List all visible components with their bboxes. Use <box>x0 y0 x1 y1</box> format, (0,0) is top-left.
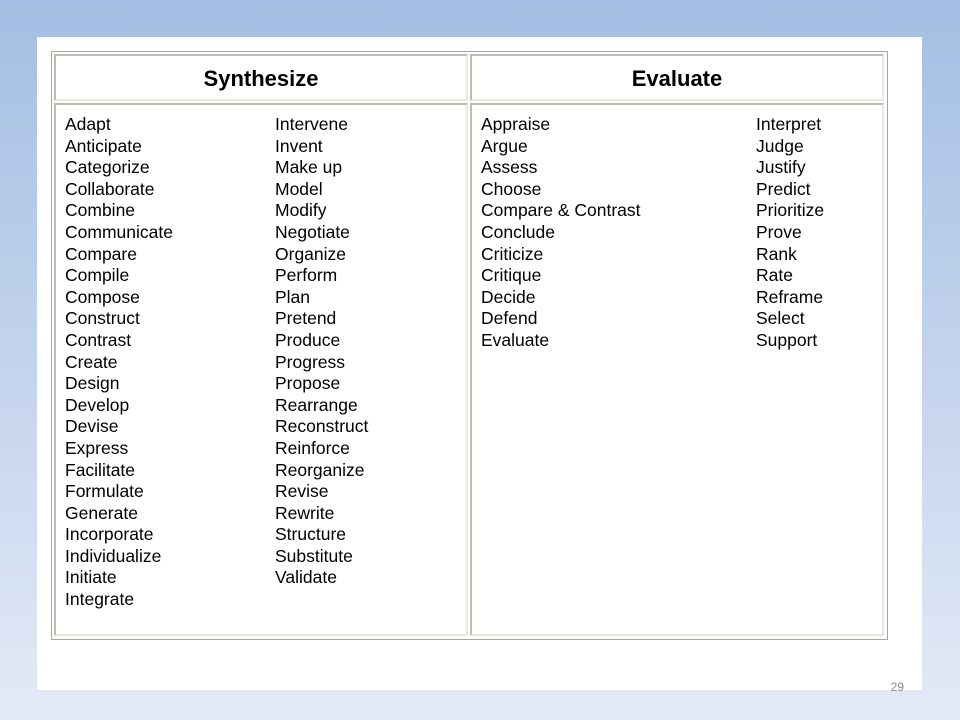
verb-item: Construct <box>65 308 140 329</box>
verb-item: Create <box>65 351 118 372</box>
verb-item: Integrate <box>65 589 135 610</box>
verb-item: Prioritize <box>756 200 825 221</box>
verb-item: Select <box>756 308 805 329</box>
verb-item: Categorize <box>65 157 150 178</box>
verb-item: Individualize <box>65 545 162 566</box>
verb-item: Decide <box>481 286 536 307</box>
verb-item: Express <box>65 437 129 458</box>
verb-item: Model <box>275 178 323 199</box>
evaluate-header: Evaluate <box>631 66 723 91</box>
verbs-table <box>51 51 888 640</box>
verb-item: Appraise <box>481 114 551 134</box>
verb-item: Criticize <box>481 243 544 264</box>
verb-item: Rewrite <box>275 502 335 523</box>
verb-item: Rearrange <box>275 394 358 415</box>
evaluate-body-cell <box>470 103 884 636</box>
verb-item: Combine <box>65 200 136 221</box>
verb-item: Rank <box>756 243 797 264</box>
synthesize-list-2 <box>275 114 368 589</box>
verb-item: Communicate <box>65 221 173 242</box>
verb-item: Interpret <box>756 114 822 134</box>
verb-item: Compare & Contrast <box>481 200 641 221</box>
verb-item: Incorporate <box>65 524 154 545</box>
verb-item: Develop <box>65 394 130 415</box>
slide <box>37 37 922 690</box>
verb-item: Rate <box>756 265 793 286</box>
verb-item: Perform <box>275 265 338 286</box>
verb-item: Reinforce <box>275 437 350 458</box>
synthesize-list-1 <box>65 114 173 611</box>
verb-item: Predict <box>756 178 811 199</box>
verb-item: Generate <box>65 502 138 523</box>
verb-item: Judge <box>756 135 804 156</box>
verb-item: Collaborate <box>65 178 155 199</box>
verb-item: Devise <box>65 416 119 437</box>
verb-item: Reorganize <box>275 459 365 480</box>
synthesize-header-cell <box>54 54 468 101</box>
evaluate-header-cell <box>470 54 884 101</box>
verb-item: Reframe <box>756 286 824 307</box>
verb-item: Compile <box>65 265 130 286</box>
verb-item: Support <box>756 329 818 350</box>
verb-item: Assess <box>481 157 538 178</box>
verb-item: Choose <box>481 178 542 199</box>
verb-item: Structure <box>275 524 346 545</box>
synthesize-header: Synthesize <box>203 66 319 91</box>
verb-item: Validate <box>275 567 337 588</box>
verb-item: Conclude <box>481 221 555 242</box>
verb-item: Compose <box>65 286 140 307</box>
verb-item: Organize <box>275 243 347 264</box>
evaluate-list-2 <box>756 114 824 352</box>
verb-item: Defend <box>481 308 538 329</box>
verb-item: Anticipate <box>65 135 142 156</box>
verb-item: Justify <box>756 157 806 178</box>
verb-item: Evaluate <box>481 329 550 350</box>
verb-item: Prove <box>756 221 802 242</box>
verb-item: Progress <box>275 351 346 372</box>
verb-item: Invent <box>275 135 323 156</box>
verb-item: Intervene <box>275 114 348 134</box>
verb-item: Propose <box>275 373 341 394</box>
synthesize-body-cell <box>54 103 468 636</box>
verb-item: Argue <box>481 135 528 156</box>
verb-item: Adapt <box>65 114 111 134</box>
verb-item: Facilitate <box>65 459 136 480</box>
verb-item: Reconstruct <box>275 416 369 437</box>
verb-item: Design <box>65 373 120 394</box>
verb-item: Modify <box>275 200 327 221</box>
verb-item: Produce <box>275 329 341 350</box>
verb-item: Negotiate <box>275 221 350 242</box>
verb-item: Contrast <box>65 329 132 350</box>
evaluate-list-1 <box>481 114 641 352</box>
verb-item: Pretend <box>275 308 337 329</box>
verb-item: Critique <box>481 265 542 286</box>
verb-item: Compare <box>65 243 137 264</box>
page-number: 29 <box>890 680 904 694</box>
verb-item: Initiate <box>65 567 117 588</box>
verb-item: Plan <box>275 286 311 307</box>
verb-item: Revise <box>275 481 329 502</box>
verb-item: Formulate <box>65 481 144 502</box>
verb-item: Make up <box>275 157 343 178</box>
verb-item: Substitute <box>275 545 353 566</box>
